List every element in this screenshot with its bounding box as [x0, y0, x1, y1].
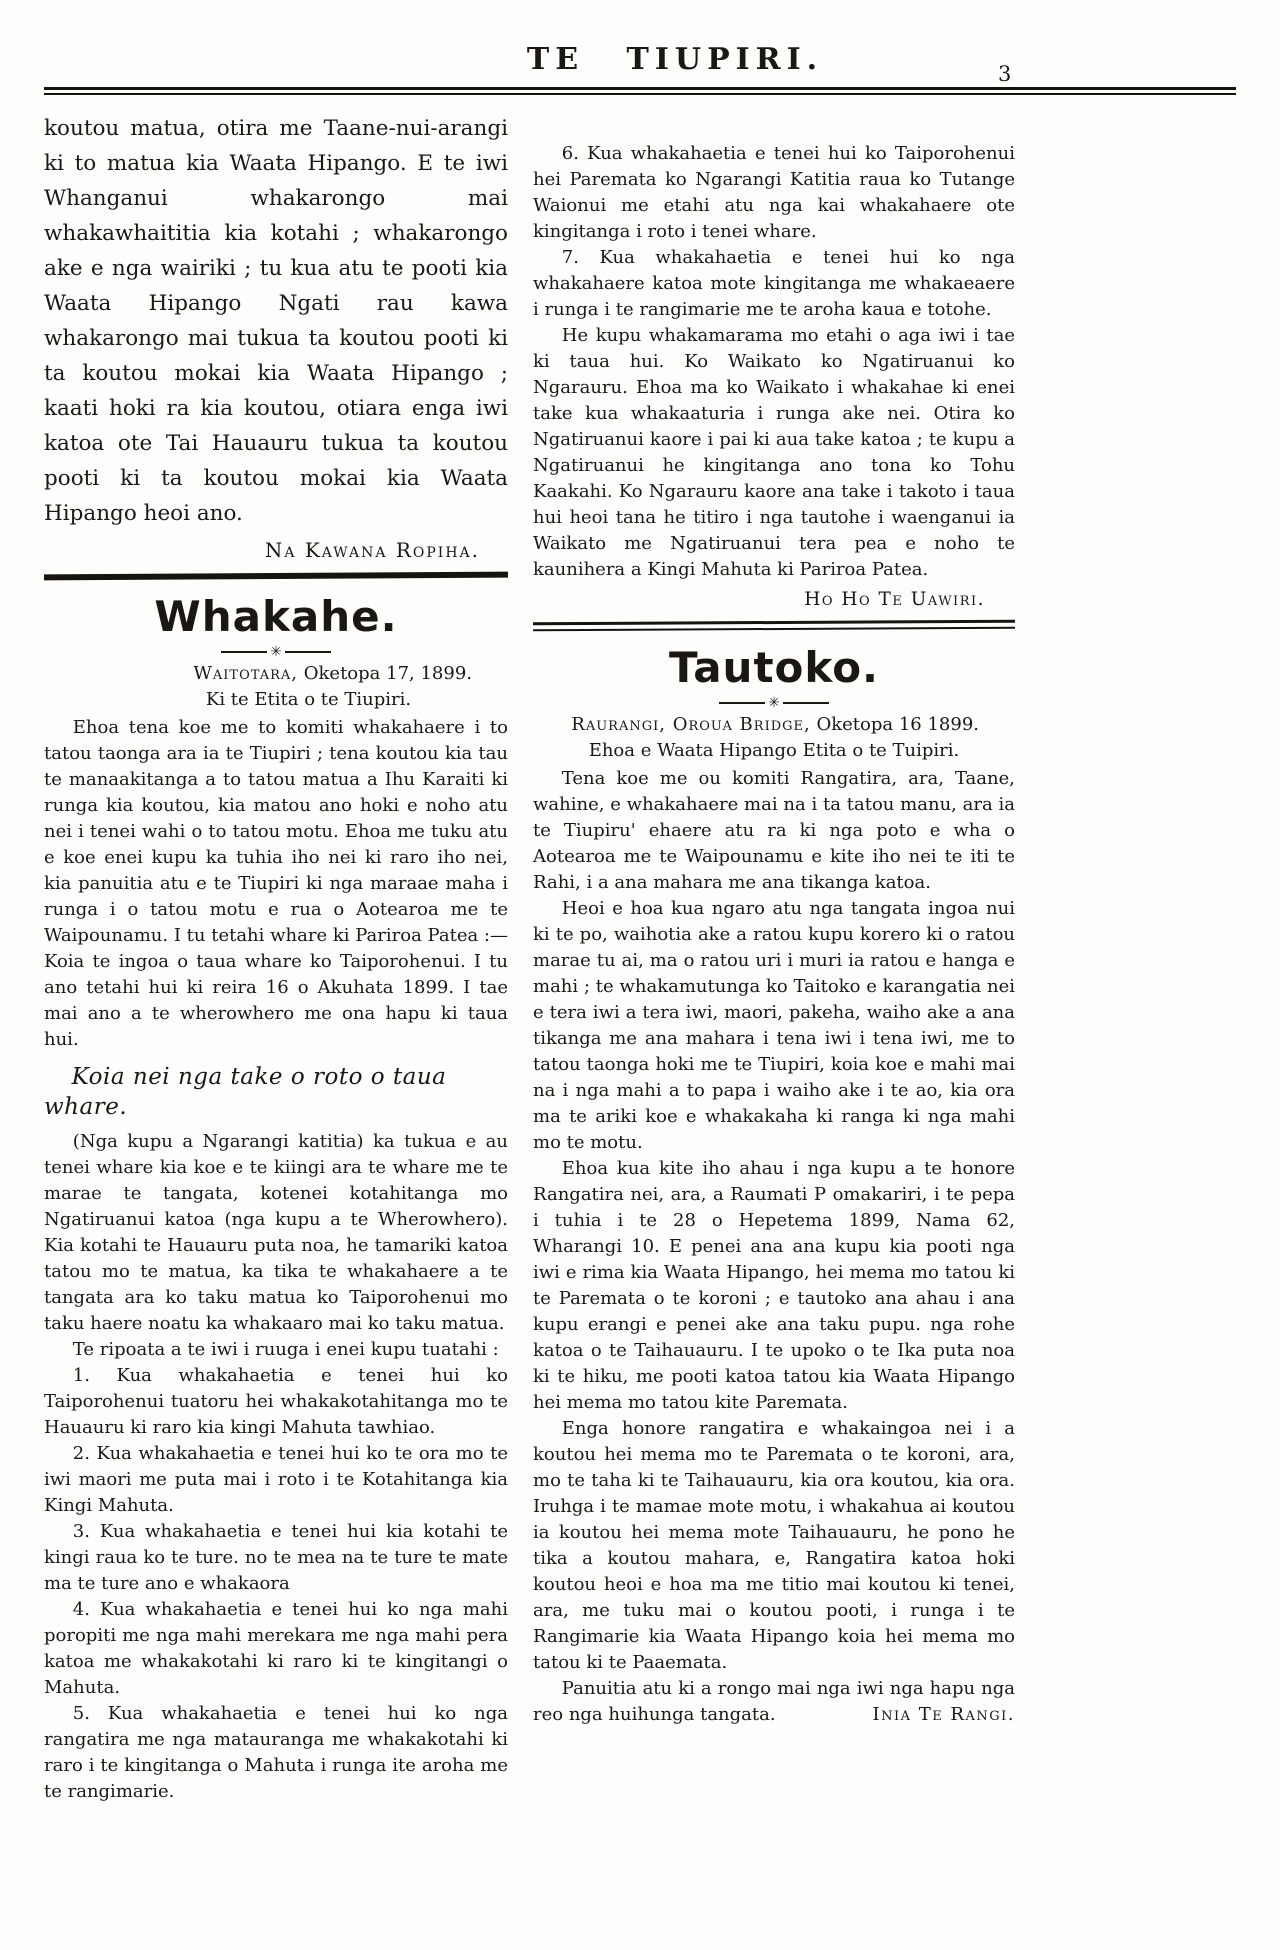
dateline-place: Waitotara, — [193, 663, 299, 684]
ornament-line — [783, 702, 829, 704]
masthead-rule — [44, 87, 1236, 95]
paragraph-final — [533, 1676, 1015, 1728]
paragraph-kupu: (Nga kupu a Ngarangi katitia) ka tukua e au tenei whare kia koe e te kiingi ara te whare me te marae te tangata, kotenei kotahitanga mo Ngatiruanui katoa (nga kupu a te Wherowhero). Kia kotahi te Hauauru puta noa, he tamariki katoa tatou mo te matua, ka tika te whakahaere a te tangata ara ko taku matua ko Taiporohenui mo taku haere noatu ka whakaaro mai ko taku matua. — [44, 1131, 508, 1334]
star-icon: ✳ — [768, 695, 780, 711]
section-title-whakahe: Whakahe. — [154, 592, 398, 641]
ornament-divider — [533, 695, 1015, 711]
section-rule — [533, 620, 1015, 632]
resolution-item-2: 2. Kua whakahaetia e tenei hui ko te ora mo te iwi maori me puta mai i roto i te Kotahitanga kia Kingi Mahuta. — [44, 1443, 508, 1516]
final-text: Panuitia atu ki a rongo mai nga iwi nga hapu nga reo nga huihunga tangata. — [533, 1678, 1015, 1725]
resolution-item-6: 6. Kua whakahaetia e tenei hui ko Taiporohenui hei Paremata ko Ngarangi Katitia raua ko Tutange Waionui me etahi atu nga kai whakahaere ote kingitanga i roto i tenei whare. — [533, 143, 1015, 242]
right-column — [533, 111, 1015, 1805]
signature-ho-ho-te-uawiri: Ho Ho Te Uawiri. — [804, 589, 985, 610]
ornament-line — [221, 651, 267, 653]
star-icon: ✳ — [270, 644, 282, 660]
paragraph-tena-koe: Tena koe me ou komiti Rangatira, ara, Taane, wahine, e whakahaere mai na i ta tatou manu, ara ia te Tiupiru' ehaere atu ra ki nga poto e wha o Aotearoa me te Waipounamu e kite iho nei te iti te Rahi, i a ana mahara me ana tikanga katoa. — [533, 768, 1015, 893]
newspaper-title: TE TIUPIRI. — [526, 42, 824, 77]
resolution-item-3: 3. Kua whakahaetia e tenei hui kia kotahi te kingi raua ko te ture. no te mea na te ture te mate ma te ture ano e whakaora — [44, 1521, 508, 1594]
ornament-line — [285, 651, 331, 653]
paragraph-greeting: Ehoa tena koe me to komiti whakahaere i to tatou taonga ara ia te Tiupiri ; tena koutou kia tau te manaakitanga a to tatou matua a Ihu Karaiti ki runga kia koutou, kia matou ano hoki e noho atu nei i tenei wahi o to tatou motu. Ehoa me tuku atu e koe enei kupu ka tuhia iho nei ki raro iho nei, kia panuitia atu e te Tiupiri ki nga maraae maha i runga i o tatou motu e rua o Aotearoa me te Waipounamu. I tu tetahi whare ki Pariroa Patea :—Koia te ingoa o taua whare ko Taiporohenui. I tu ano tetahi hui ki reira 16 o Akuhata 1899. I tae mai ano a te wherowhero me ona hapu ki taua hui. — [44, 717, 508, 1050]
dateline-waitotara — [44, 661, 508, 687]
paragraph-explanation: He kupu whakamarama mo etahi o aga iwi i tae ki taua hui. Ko Waikato ko Ngatiruanui ko Ngarauru. Ehoa ma ko Waikato i whakahae ki enei take kua whakaaturia i runga ake nei. Otira ko Ngatiruanui kaore i pai ki aua take katoa ; te kupu a Ngatiruanui he kingitanga ano tona ko Tohu Kaakahi. Ko Ngarauru kaore ana take i takoto i taua hui heoi tana he titiro i nga tautohe i waenganui ia Waikato me Ngatiruanui tera pea e noho te kaunihera a Kingi Mahuta ki Pariroa Patea. — [533, 325, 1015, 580]
dateline-date: Oketopa 17, 1899. — [303, 663, 472, 684]
resolution-item-1: 1. Kua whakahaetia e tenei hui ko Taiporohenui tuatoru hei whakakotahitanga mo te Hauauru ki raro kia kingi Mahuta tawhiao. — [44, 1365, 508, 1438]
signature-inia-te-rangi: Inia Te Rangi. — [872, 1704, 1015, 1725]
dateline-raurangi — [533, 712, 1015, 738]
ornament-line — [719, 702, 765, 704]
section-rule — [44, 572, 508, 581]
ornament-divider — [44, 644, 508, 660]
opening-paragraph: koutou matua, otira me Taane-nui-arangi ki to matua kia Waata Hipango. E te iwi Whanganui whakarongo mai whakawhaititia kia kotahi ; whakarongo ake e nga wairiki ; tu kua atu te pooti kia Waata Hipango Ngati rau kawa whakarongo mai tukua ta koutou pooti ki ta koutou mokai kia Waata Hipango ; kaati hoki ra kia koutou, otiara enga iwi katoa ote Tai Hauauru tukua ta koutou pooti ki ta koutou mokai kia Waata Hipango heoi ano. — [44, 116, 508, 526]
masthead — [0, 0, 1280, 95]
dateline-place: Raurangi, Oroua Bridge, — [571, 714, 811, 735]
signature-kawana-ropiha: Na Kawana Ropiha. — [264, 538, 480, 562]
report-intro: Te ripoata a te iwi i ruuga i enei kupu tuatahi : — [72, 1339, 499, 1360]
subheading-take: Koia nei nga take o roto o taua whare. — [44, 1064, 447, 1120]
left-column — [44, 111, 508, 1805]
paragraph-enga-honore: Enga honore rangatira e whakaingoa nei i a koutou hei mema mo te Paremata o te koroni, ara, mo te taha ki te Taihauauru, kia ora koutou, kia ora. Iruhga i te mamae mote motu, i whakahua ai koutou ia koutou hei mema mote Taihauauru, he pono he tika a koutou mahara, e, Rangatira katoa hoki koutou heoi e hoa ma me titio mai koutou ki tenei, ara, me tuku mai o koutou pooti, i runga i te Rangimarie kia Waata Hipango koia hei mema mo tatou ki te Paaemata. — [533, 1418, 1015, 1673]
dateline-date: Oketopa 16 1899. — [816, 714, 979, 735]
paragraph-ehoa-kua-kite: Ehoa kua kite iho ahau i nga kupu a te honore Rangatira nei, ara, a Raumati P omakariri, i te pepa i tuhia i te 28 o Hepetema 1899, Nama 62, Wharangi 10. E penei ana ana kupu kia pooti nga iwi e rima kia Waata Hipango, hei mema mo tatou ki te Paremata o te koroni ; e tautoko ana ahau i ana kupu erangi e penei ake ana taku pupu. nga rohe katoa o te Taihauauru. I te upoko o te Ika puta noa ki te hiku, me pooti katoa tatou kia Waata Hipango hei mema mo tatou kite Paremata. — [533, 1158, 1015, 1413]
page-number: 3 — [998, 62, 1012, 86]
section-title-tautoko: Tautoko. — [668, 643, 880, 692]
column-layout — [0, 95, 1280, 1805]
resolution-item-7: 7. Kua whakahaetia e tenei hui ko nga whakahaere katoa mote kingitanga me whakaeaere i runga i te rangimarie me te aroha kaua e totohe. — [533, 247, 1015, 320]
resolution-item-5: 5. Kua whakahaetia e tenei hui ko nga rangatira me nga matauranga me whakakotahi ki raro i te kingitanga o Mahuta i runga ite aroha me te rangimarie. — [44, 1703, 508, 1802]
salutation-waata-hipango: Ehoa e Waata Hipango Etita o te Tuipiri. — [588, 740, 960, 761]
resolution-item-4: 4. Kua whakahaetia e tenei hui ko nga mahi poropiti me nga mahi merekara me nga mahi pera katoa me whakakotahi ki raro ki te kingitangi o Mahuta. — [44, 1599, 508, 1698]
salutation-editor: Ki te Etita o te Tiupiri. — [205, 689, 412, 710]
paragraph-heoi: Heoi e hoa kua ngaro atu nga tangata ingoa nui ki te po, waihotia ake a ratou kupu korero ki o ratou marae tu ai, ma o ratou uri i muri ia ratou e hanga e mahi ; te whakamutunga ko Taitoko e karangatia nei e tera iwi a tera iwi, maori, pakeha, waiho ake a ana tikanga me ana mahara i tena iwi i tena iwi, me to tatou taonga hoki me te Tiupiri, koia koe e mahi mai na i nga mahi a to papa i waiho ake i te ao, kia ora ma te ariki koe e whakakaha ki ranga ki nga mahi mo te motu. — [533, 898, 1015, 1153]
